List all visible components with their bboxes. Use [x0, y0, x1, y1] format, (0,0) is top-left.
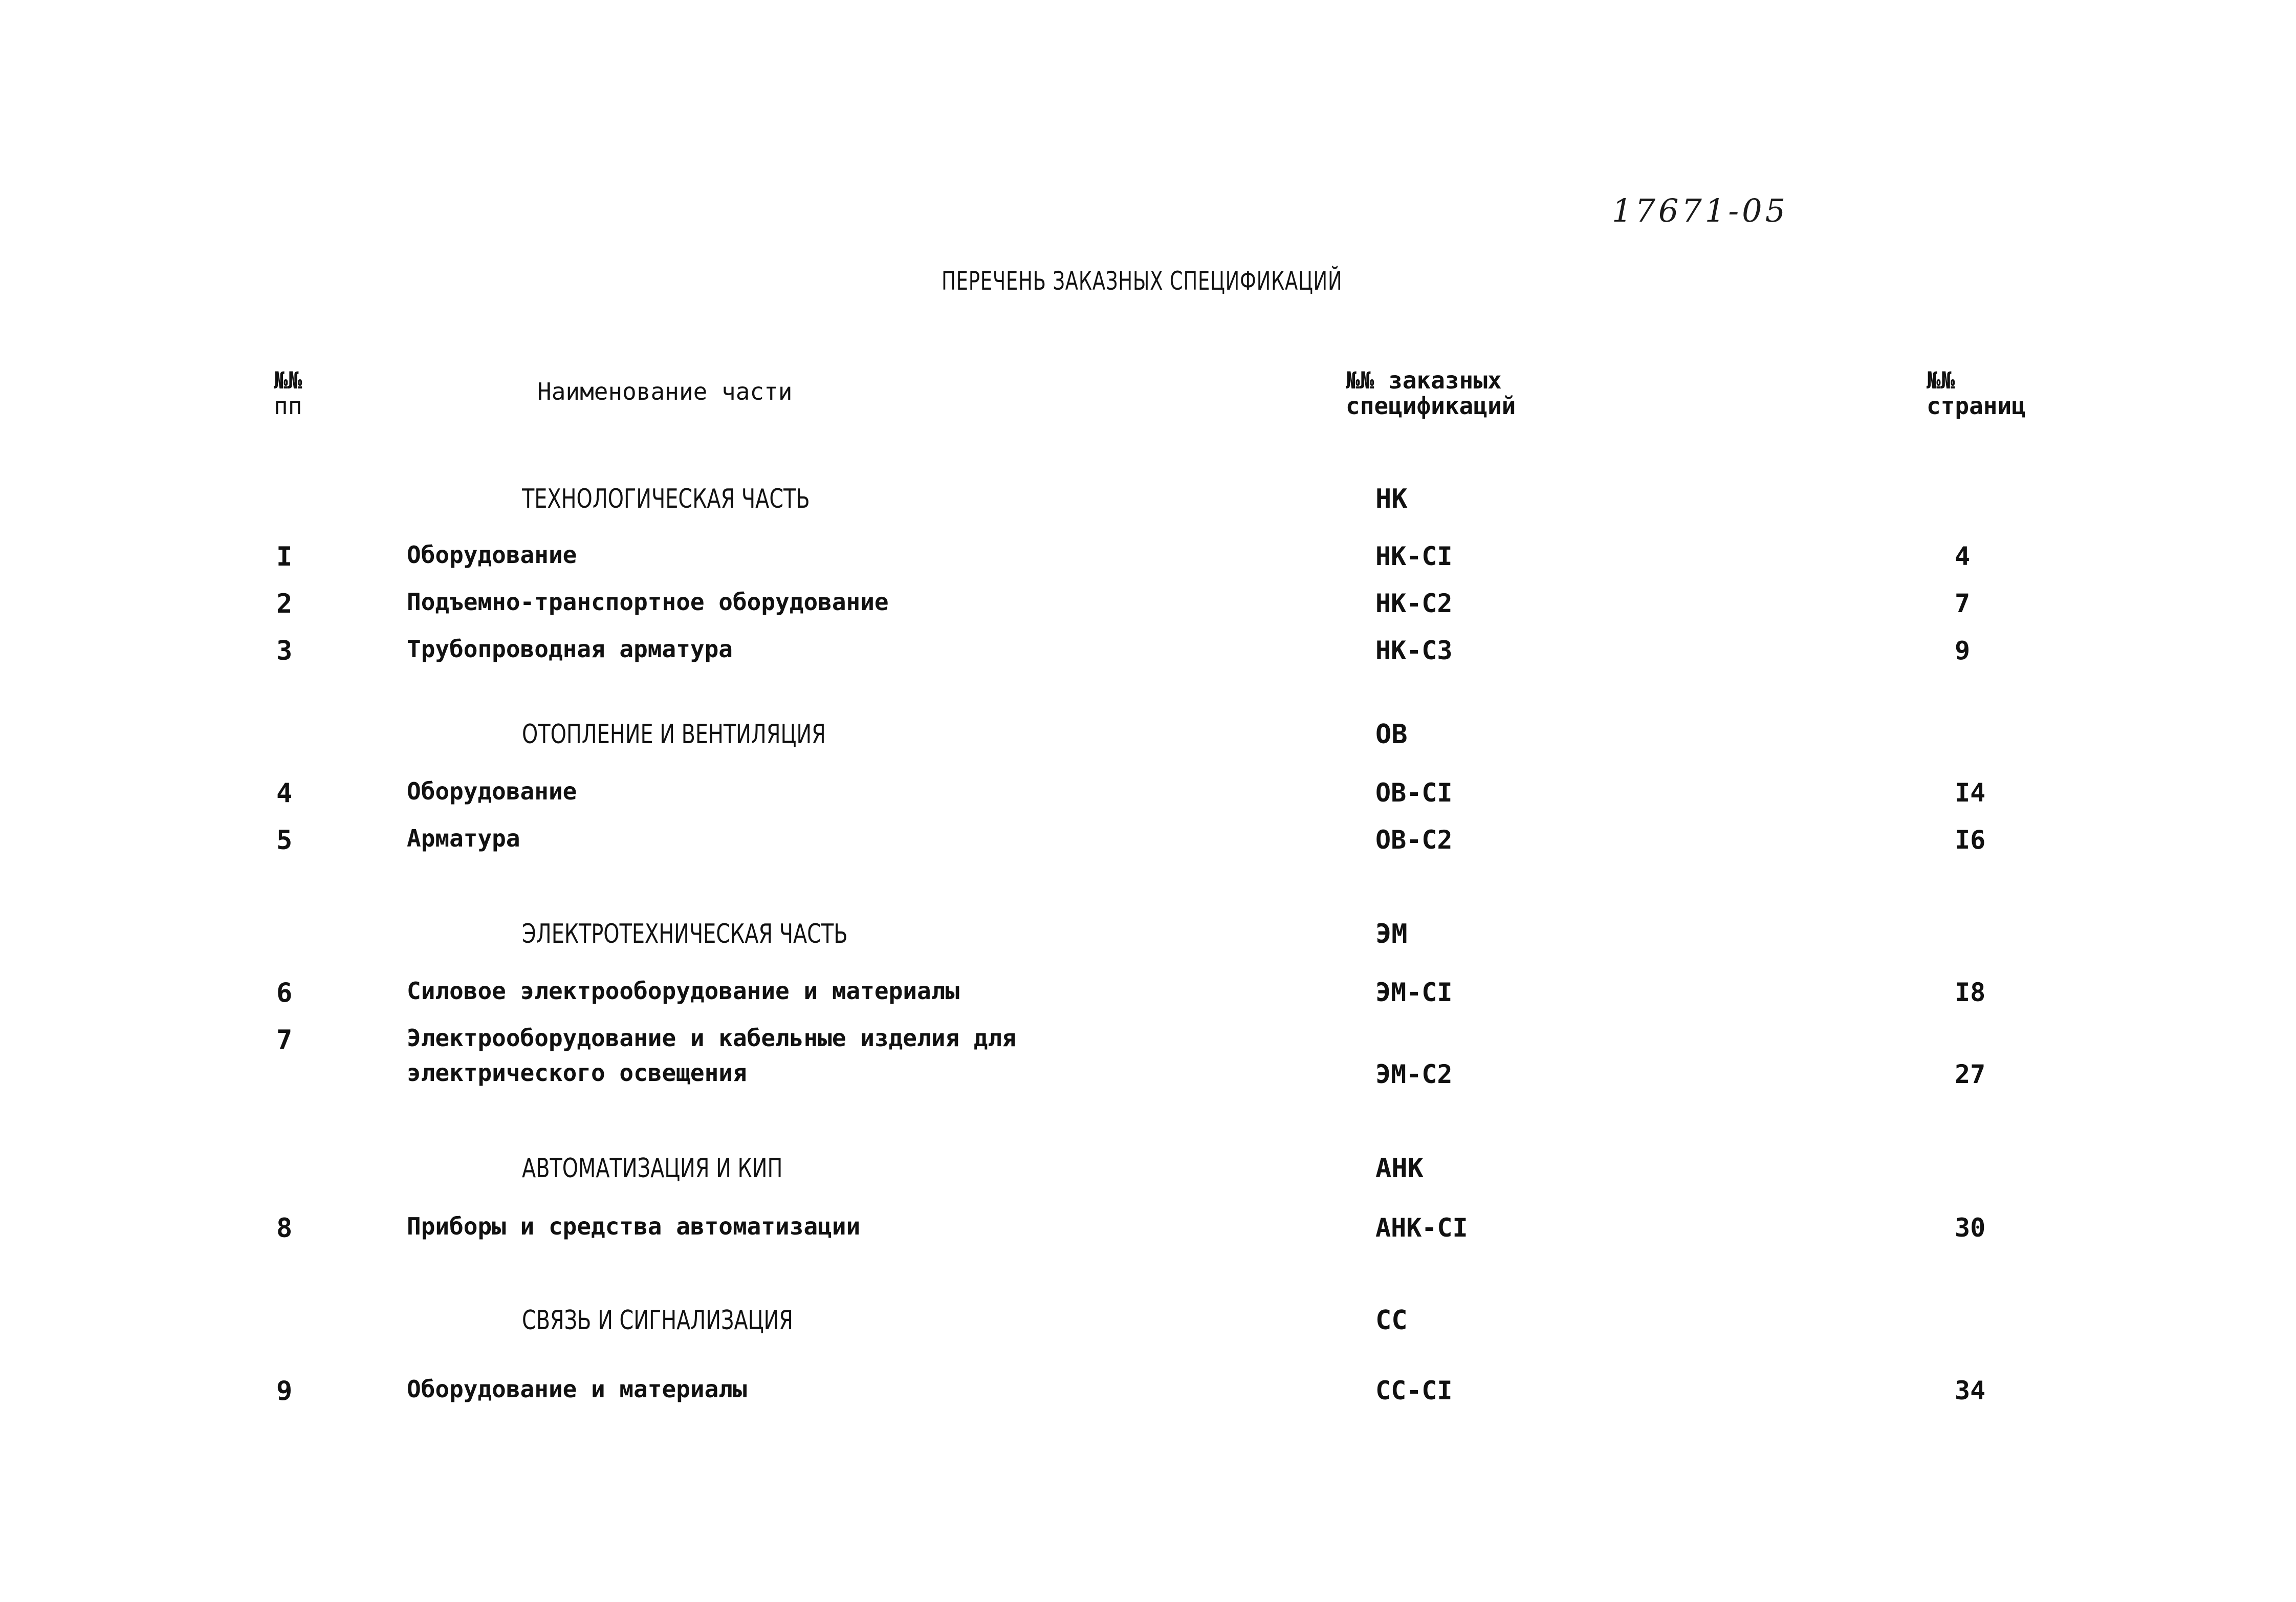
row-number: 2: [276, 589, 293, 619]
row-name: Приборы и средства автоматизации: [407, 1213, 861, 1240]
header-name: Наименование части: [537, 378, 793, 405]
row-page: 30: [1955, 1213, 1986, 1243]
header-number: [274, 367, 302, 419]
row-spec: ОВ-CI: [1375, 778, 1453, 808]
row-name: Оборудование: [407, 541, 577, 569]
header-spec-line1: №№ заказных: [1346, 366, 1502, 394]
row-number: 9: [276, 1376, 293, 1406]
row-number: 8: [276, 1213, 293, 1244]
section-title: ЭЛЕКТРОТЕХНИЧЕСКАЯ ЧАСТЬ: [522, 919, 848, 949]
section-code: ЭМ: [1375, 919, 1408, 949]
row-page: I6: [1955, 825, 1986, 855]
row-page: 34: [1955, 1376, 1986, 1405]
header-pages: [1927, 367, 2026, 419]
row-spec: НК-CI: [1375, 542, 1453, 571]
section-title: АВТОМАТИЗАЦИЯ И КИП: [522, 1153, 783, 1184]
row-page: I4: [1955, 778, 1986, 808]
row-page: 27: [1955, 1059, 1986, 1089]
section-title: СВЯЗЬ И СИГНАЛИЗАЦИЯ: [522, 1305, 793, 1336]
row-number: 6: [276, 978, 293, 1008]
row-name: Электрооборудование и кабельные изделия для электрического освещения: [407, 1024, 1016, 1087]
row-name: Подъемно-транспортное оборудование: [407, 588, 889, 616]
header-pages-line1: №№: [1927, 366, 1955, 394]
header-number-line1: №№: [274, 366, 302, 394]
row-number: 3: [276, 636, 293, 666]
row-spec: ЭМ-С2: [1375, 1059, 1453, 1089]
header-spec-line2: спецификаций: [1346, 392, 1516, 420]
section-code: НК: [1375, 484, 1408, 514]
row-page: I8: [1955, 978, 1986, 1007]
row-number: 5: [276, 825, 293, 856]
document-title: ПЕРЕЧЕНЬ ЗАКАЗНЫХ СПЕЦИФИКАЦИЙ: [942, 266, 1343, 296]
document-code: 17671-05: [1612, 192, 1789, 229]
row-spec: ОВ-С2: [1375, 825, 1453, 855]
row-spec: НК-С2: [1375, 589, 1453, 618]
header-number-line2: пп: [274, 392, 302, 420]
row-page: 9: [1955, 636, 1971, 665]
section-title: ТЕХНОЛОГИЧЕСКАЯ ЧАСТЬ: [522, 484, 810, 514]
header-pages-line2: страниц: [1927, 392, 2026, 420]
section-code: СС: [1375, 1305, 1408, 1336]
section-code: АНК: [1375, 1153, 1424, 1184]
section-title: ОТОПЛЕНИЕ И ВЕНТИЛЯЦИЯ: [522, 719, 826, 750]
row-spec: ЭМ-CI: [1375, 978, 1453, 1007]
row-name: Оборудование и материалы: [407, 1375, 747, 1403]
section-code: ОВ: [1375, 719, 1408, 750]
row-page: 4: [1955, 542, 1971, 571]
row-name: Арматура: [407, 825, 520, 852]
row-spec: АНК-CI: [1375, 1213, 1468, 1243]
header-spec: [1346, 367, 1516, 419]
row-spec: НК-С3: [1375, 636, 1453, 665]
row-name: Силовое электрооборудование и материалы: [407, 977, 960, 1005]
row-spec: СС-CI: [1375, 1376, 1453, 1405]
row-number: 4: [276, 778, 293, 809]
row-number: 7: [276, 1025, 293, 1055]
row-name: Трубопроводная арматура: [407, 635, 733, 663]
row-number: I: [276, 542, 293, 572]
row-page: 7: [1955, 589, 1971, 618]
row-name: Оборудование: [407, 777, 577, 805]
